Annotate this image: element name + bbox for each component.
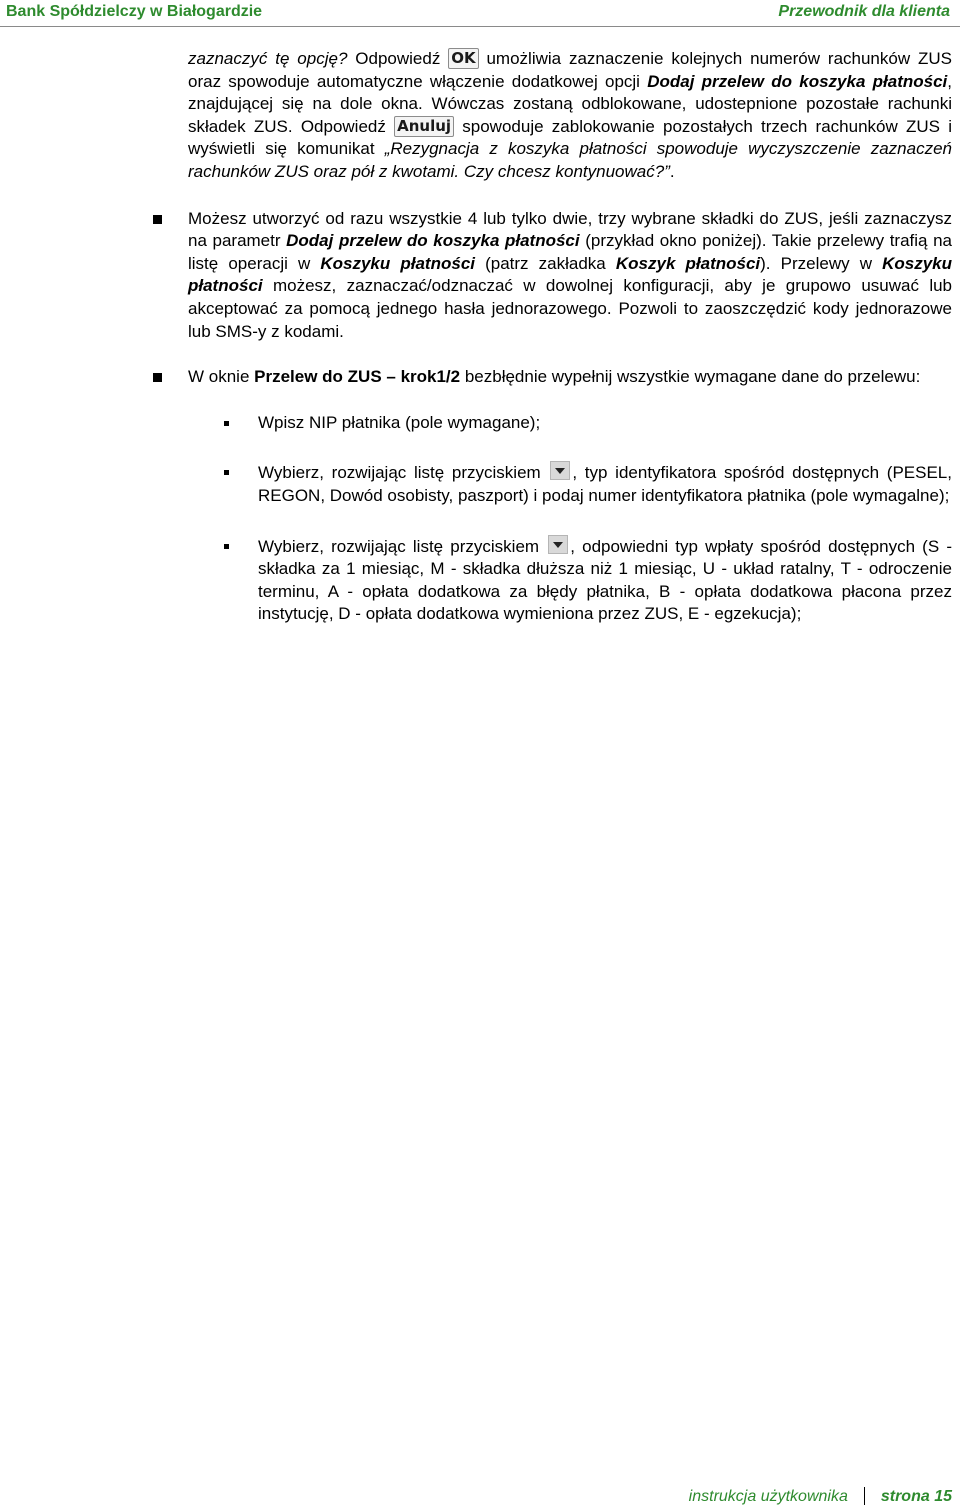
list-item	[188, 208, 952, 344]
paragraph-top	[188, 48, 952, 184]
text: (przykład okno poniżej). Takie przelewy trafią na listę operacji w	[188, 231, 952, 273]
content-body	[188, 48, 952, 626]
text: Wybierz, rozwijając listę przyciskiem	[258, 536, 547, 556]
cancel-button: Anuluj	[394, 116, 454, 137]
text: Wpisz NIP płatnika (pole wymagane);	[258, 412, 541, 432]
add-to-basket-option: Dodaj przelew do koszyka płatności	[286, 231, 580, 251]
square-bullet-icon	[153, 373, 162, 382]
text: Wybierz, rozwijając listę przyciskiem	[258, 463, 549, 483]
text: bezbłędnie wypełnij wszystkie wymagane dane do przelewu:	[460, 367, 921, 387]
footer-label: instrukcja użytkownika	[688, 1488, 848, 1505]
page-number: 15	[934, 1488, 952, 1505]
sub-item-text	[258, 412, 952, 435]
footer-divider	[864, 1487, 865, 1505]
sub-item-text	[258, 535, 952, 626]
text: Odpowiedź	[347, 49, 449, 68]
text: ). Przelewy w	[760, 253, 883, 273]
footer-page-word: strona	[880, 1488, 930, 1505]
sub-list-item	[258, 535, 952, 626]
sub-list-item	[258, 461, 952, 507]
ok-button: OK	[448, 48, 478, 69]
basket-tab-ref: Koszyk płatności	[615, 253, 761, 273]
square-bullet-icon	[224, 544, 229, 549]
add-to-basket-option: Dodaj przelew do koszyka płatności	[647, 71, 948, 91]
sub-item-text	[258, 461, 952, 507]
list-item	[188, 366, 952, 389]
basket-ref: Koszyku płatności	[320, 253, 475, 273]
text: .	[669, 161, 675, 181]
text: , znajdującej się na dole okna. Wówczas zostaną odblokowane, udostepnione pozostałe rachunki składek ZUS. Odpowiedź	[188, 71, 952, 136]
text: , typ identyfikatora spośród dostępnych (PESEL, REGON, Dowód osobisty, paszport) i podaj numer identyfikatora płatnika (pole wymagalne);	[258, 463, 952, 505]
zus-transfer-step-ref: Przelew do ZUS – krok1/2	[254, 367, 461, 387]
text: spowoduje zablokowanie pozostałych trzech rachunków ZUS i wyświetli się komunikat	[188, 116, 952, 159]
text: umożliwia zaznaczenie kolejnych numerów rachunków ZUS oraz spowoduje automatyczne włączenie dodatkowej opcji	[188, 49, 952, 91]
text: , odpowiedni typ wpłaty spośród dostępnych (S -składka za 1 miesiąc, M - składka dłuższa niż 1 miesiąc, U - układ ratalny, T - odroczenie terminu, A - opłata dodatkowa za błędy płatnika, B - opłata dodatkowa płacona przez instytucję, D - opłata dodatkowa wymieniona przez ZUS, E - egzekucja);	[258, 536, 952, 624]
dropdown-arrow-icon	[548, 535, 568, 554]
bullet-text	[188, 208, 952, 344]
header-guide-title: Przewodnik dla klienta	[778, 3, 950, 20]
dropdown-arrow-icon	[550, 461, 570, 480]
square-bullet-icon	[224, 421, 229, 426]
header-bank-name: Bank Spółdzielczy w Białogardzie	[6, 3, 263, 20]
text: Możesz utworzyć od razu wszystkie 4 lub tylko dwie, trzy wybrane składki do ZUS, jeśli zaznaczysz na parametr	[188, 208, 952, 251]
text: W oknie	[188, 367, 255, 387]
warning-message: „Rezygnacja z koszyka płatności spowoduje wyczyszczenie zaznaczeń rachunków ZUS oraz pół z kwotami. Czy chcesz kontynuować?”	[188, 139, 952, 181]
text: możesz, zaznaczać/odznaczać w dowolnej konfiguracji, aby je grupowo usuwać lub akceptować za pomocą jednego hasła jednorazowego. Pozwoli to zaoszczędzić kody jednorazowe lub SMS-y z kodami.	[188, 276, 952, 341]
square-bullet-icon	[153, 215, 162, 224]
basket-ref: Koszyku płatności	[188, 253, 952, 296]
page-footer	[689, 1487, 952, 1506]
page-header	[0, 0, 960, 27]
question-text: zaznaczyć tę opcję?	[188, 49, 348, 68]
text: (patrz zakładka	[475, 253, 616, 273]
sub-list-item	[258, 412, 952, 435]
square-bullet-icon	[224, 470, 229, 475]
bullet-text	[188, 366, 952, 389]
